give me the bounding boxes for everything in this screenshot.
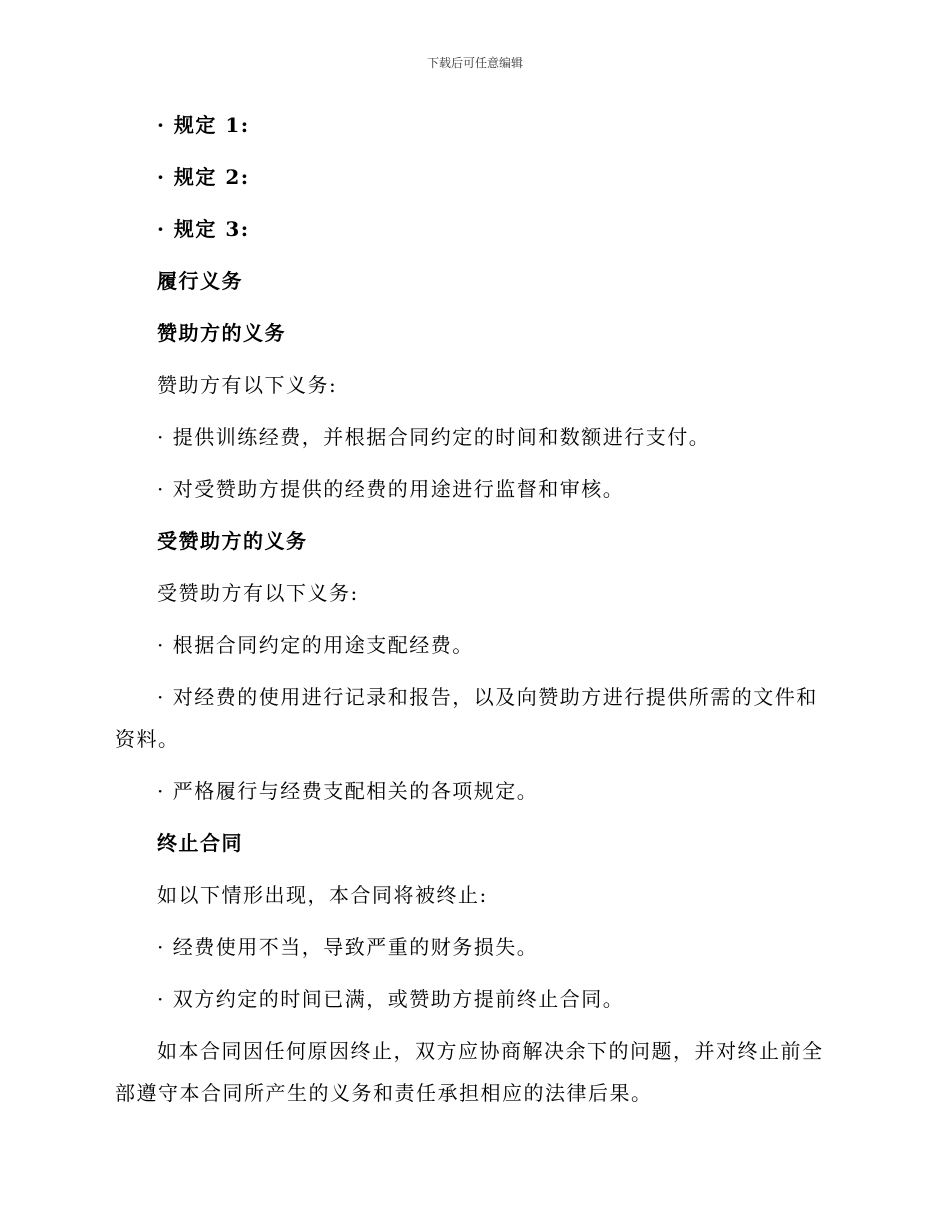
section-heading-obligations: 履行义务 xyxy=(157,269,243,293)
rule-1: · 规定 1: xyxy=(157,113,250,137)
sponsee-item-1: · 根据合同约定的用途支配经费。 xyxy=(157,633,474,657)
rule-2: · 规定 2: xyxy=(157,165,250,189)
sponsee-item-2: · 对经费的使用进行记录和报告，以及向赞助方进行提供所需的文件和资料。 xyxy=(115,685,818,751)
termination-item-1: · 经费使用不当，导致严重的财务损失。 xyxy=(157,935,539,959)
section-heading-termination: 终止合同 xyxy=(157,831,243,855)
sponsee-item-3: · 严格履行与经费支配相关的各项规定。 xyxy=(157,779,539,803)
termination-intro: 如以下情形出现，本合同将被终止: xyxy=(157,883,488,907)
subheading-sponsor-obligations: 赞助方的义务 xyxy=(157,321,286,345)
sponsor-item-1: · 提供训练经费，并根据合同约定的时间和数额进行支付。 xyxy=(157,425,711,449)
sponsor-intro: 赞助方有以下义务: xyxy=(157,373,338,397)
termination-item-2: · 双方约定的时间已满，或赞助方提前终止合同。 xyxy=(157,987,625,1011)
document-body xyxy=(115,112,835,1132)
page-header-note: 下载后可任意编辑 xyxy=(426,56,523,70)
termination-closing: 如本合同因任何原因终止，双方应协商解决余下的问题，并对终止前全部遵守本合同所产生的义务和责任承担相应的法律后果。 xyxy=(115,1039,824,1105)
sponsor-item-2: · 对受赞助方提供的经费的用途进行监督和审核。 xyxy=(157,477,625,501)
sponsee-intro: 受赞助方有以下义务: xyxy=(157,581,359,605)
subheading-sponsee-obligations: 受赞助方的义务 xyxy=(157,529,308,553)
rule-3: · 规定 3: xyxy=(157,217,250,241)
